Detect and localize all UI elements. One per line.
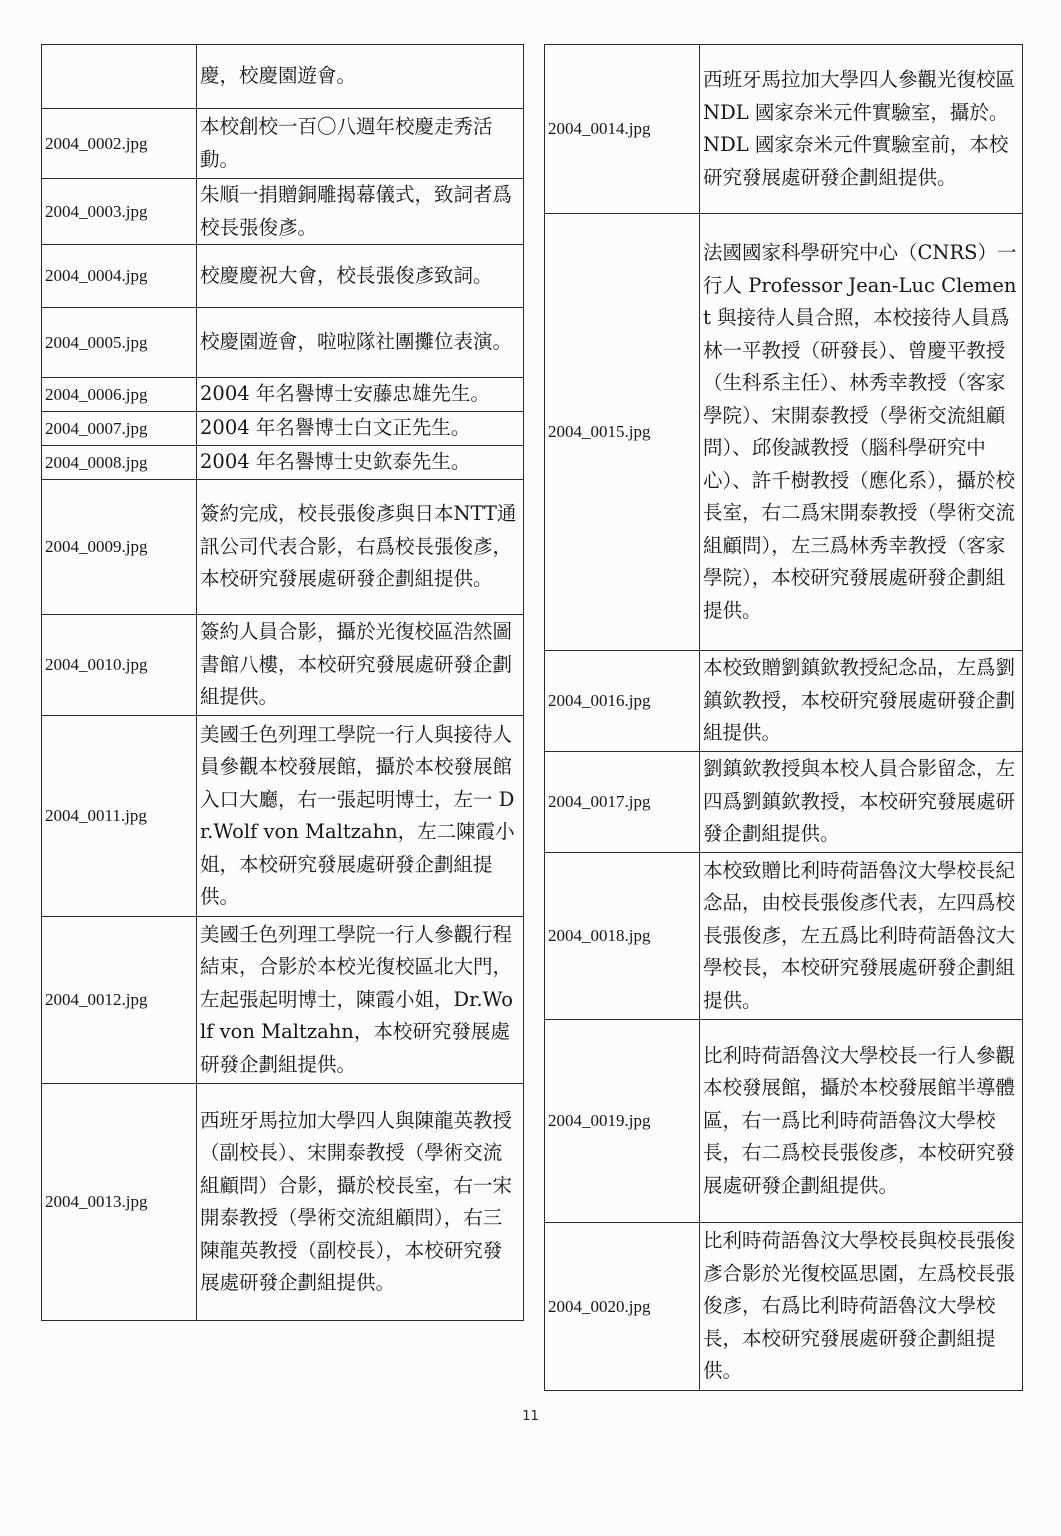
- table-row: [42, 1084, 524, 1321]
- left-table-body: [42, 45, 524, 1321]
- photo-index-table-right: [544, 44, 1023, 1391]
- table-row: [545, 651, 1023, 752]
- page-number: 11: [522, 1409, 539, 1424]
- table-row: [42, 446, 524, 480]
- description-cell: 校慶園遊會，啦啦隊社團攤位表演。: [197, 308, 524, 378]
- description-cell: 2004 年名譽博士史欽泰先生。: [197, 446, 524, 480]
- description-cell: 美國壬色列理工學院一行人與接待人員參觀本校發展館，攝於本校發展館入口大廳，右一張起明博士，左一 Dr.Wolf von Maltzahn，左二陳霞小姐，本校研究發展處研發企劃組提供。: [197, 716, 524, 917]
- table-row: [545, 853, 1023, 1020]
- description-cell: 劉鎮欽教授與本校人員合影留念，左四爲劉鎮欽教授，本校研究發展處研發企劃組提供。: [700, 752, 1023, 853]
- filename-cell: 2004_0010.jpg: [42, 615, 197, 716]
- filename-cell: 2004_0009.jpg: [42, 480, 197, 615]
- table-row: [42, 45, 524, 109]
- description-cell: 比利時荷語魯汶大學校長與校長張俊彥合影於光復校區思園，左爲校長張俊彥，右爲比利時荷語魯汶大學校長，本校研究發展處研發企劃組提供。: [700, 1223, 1023, 1391]
- table-row: [42, 378, 524, 412]
- description-cell: 朱順一捐贈銅雕揭幕儀式，致詞者爲校長張俊彥。: [197, 179, 524, 245]
- description-cell: 本校致贈比利時荷語魯汶大學校長紀念品，由校長張俊彥代表，左四爲校長張俊彥，左五爲比利時荷語魯汶大學校長，本校研究發展處研發企劃組提供。: [700, 853, 1023, 1020]
- right-column-table: [544, 44, 1023, 1391]
- description-cell: 西班牙馬拉加大學四人參觀光復校區 NDL 國家奈米元件實驗室，攝於。NDL 國家奈米元件實驗室前，本校研究發展處研發企劃組提供。: [700, 45, 1023, 214]
- filename-cell: 2004_0006.jpg: [42, 378, 197, 412]
- filename-cell: 2004_0017.jpg: [545, 752, 700, 853]
- filename-cell: 2004_0005.jpg: [42, 308, 197, 378]
- left-column-table: [41, 44, 524, 1321]
- filename-cell: 2004_0018.jpg: [545, 853, 700, 1020]
- description-cell: 慶，校慶園遊會。: [197, 45, 524, 109]
- filename-cell: 2004_0014.jpg: [545, 45, 700, 214]
- description-cell: 本校創校一百〇八週年校慶走秀活動。: [197, 109, 524, 179]
- table-row: [545, 1223, 1023, 1391]
- filename-cell: [42, 45, 197, 109]
- description-cell: 法國國家科學研究中心（CNRS）一行人 Professor Jean-Luc Clement 與接待人員合照，本校接待人員爲林一平教授（研發長）、曾慶平教授（生科系主任）、林秀幸教授（客家學院）、宋開泰教授（學術交流組顧問）、邱俊誠教授（腦科學研究中心）、許千樹教授（應化系），攝於校長室，右二爲宋開泰教授（學術交流組顧問），左三爲林秀幸教授（客家學院），本校研究發展處研發企劃組提供。: [700, 214, 1023, 651]
- table-row: [42, 179, 524, 245]
- description-cell: 西班牙馬拉加大學四人與陳龍英教授（副校長）、宋開泰教授（學術交流組顧問）合影，攝於校長室，右一宋開泰教授（學術交流組顧問），右三陳龍英教授（副校長），本校研究發展處研發企劃組提供。: [197, 1084, 524, 1321]
- table-row: [42, 308, 524, 378]
- description-cell: 美國壬色列理工學院一行人參觀行程結束，合影於本校光復校區北大門，左起張起明博士，陳霞小姐，Dr.Wolf von Maltzahn，本校研究發展處研發企劃組提供。: [197, 917, 524, 1084]
- filename-cell: 2004_0016.jpg: [545, 651, 700, 752]
- filename-cell: 2004_0004.jpg: [42, 245, 197, 308]
- table-row: [42, 480, 524, 615]
- table-row: [42, 412, 524, 446]
- description-cell: 本校致贈劉鎮欽教授紀念品，左爲劉鎮欽教授，本校研究發展處研發企劃組提供。: [700, 651, 1023, 752]
- filename-cell: 2004_0011.jpg: [42, 716, 197, 917]
- filename-cell: 2004_0020.jpg: [545, 1223, 700, 1391]
- filename-cell: 2004_0012.jpg: [42, 917, 197, 1084]
- filename-cell: 2004_0008.jpg: [42, 446, 197, 480]
- table-row: [42, 917, 524, 1084]
- table-row: [545, 752, 1023, 853]
- filename-cell: 2004_0002.jpg: [42, 109, 197, 179]
- table-row: [545, 1020, 1023, 1223]
- description-cell: 校慶慶祝大會，校長張俊彥致詞。: [197, 245, 524, 308]
- photo-index-table-left: [41, 44, 524, 1321]
- description-cell: 比利時荷語魯汶大學校長一行人參觀本校發展館，攝於本校發展館半導體區，右一爲比利時荷語魯汶大學校長，右二爲校長張俊彥，本校研究發展處研發企劃組提供。: [700, 1020, 1023, 1223]
- table-row: [42, 615, 524, 716]
- filename-cell: 2004_0007.jpg: [42, 412, 197, 446]
- description-cell: 2004 年名譽博士安藤忠雄先生。: [197, 378, 524, 412]
- filename-cell: 2004_0015.jpg: [545, 214, 700, 651]
- filename-cell: 2004_0019.jpg: [545, 1020, 700, 1223]
- table-row: [545, 214, 1023, 651]
- table-row: [545, 45, 1023, 214]
- table-row: [42, 716, 524, 917]
- filename-cell: 2004_0013.jpg: [42, 1084, 197, 1321]
- table-row: [42, 245, 524, 308]
- filename-cell: 2004_0003.jpg: [42, 179, 197, 245]
- description-cell: 2004 年名譽博士白文正先生。: [197, 412, 524, 446]
- table-row: [42, 109, 524, 179]
- description-cell: 簽約完成，校長張俊彥與日本NTT通訊公司代表合影，右爲校長張俊彥，本校研究發展處研發企劃組提供。: [197, 480, 524, 615]
- description-cell: 簽約人員合影，攝於光復校區浩然圖書館八樓，本校研究發展處研發企劃組提供。: [197, 615, 524, 716]
- right-table-body: [545, 45, 1023, 1391]
